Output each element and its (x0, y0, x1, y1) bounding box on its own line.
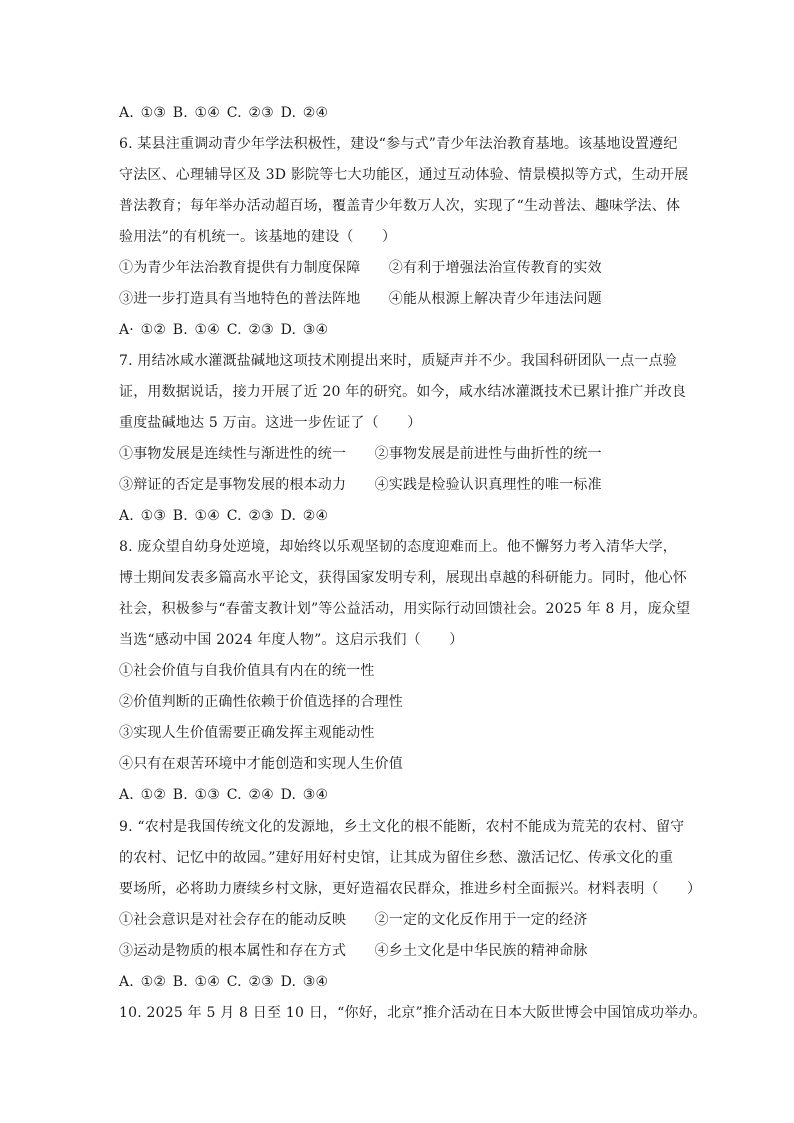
q6-statements-3-4: ③进一步打造具有当地特色的普法阵地 ④能从根源上解决青少年违法问题 (119, 291, 602, 307)
q6-stem-line-4: 验用法”的有机统一。该基地的建设（ ） (119, 229, 397, 245)
q8-statement-1: ①社会价值与自我价值具有内在的统一性 (119, 663, 375, 679)
q9-stem-line-1: 9. “农村是我国传统文化的发源地，乡土文化的根不能断，农村不能成为荒芜的农村、留守 (119, 819, 685, 835)
q9-statements-1-2: ①社会意识是对社会存在的能动反映 ②一定的文化反作用于一定的经济 (119, 912, 588, 928)
q8-answer-options: A. ①② B. ①③ C. ②④ D. ③④ (119, 787, 329, 803)
q7-answer-options: A. ①③ B. ①④ C. ②③ D. ②④ (119, 508, 329, 524)
q9-statements-3-4: ③运动是物质的根本属性和存在方式 ④乡土文化是中华民族的精神命脉 (119, 943, 588, 959)
q9-stem-line-2: 的农村、记忆中的故园。”建好用好村史馆，让其成为留住乡愁、激活记忆、传承文化的重 (119, 850, 674, 866)
q8-stem-line-1: 8. 庞众望自幼身处逆境，却始终以乐观坚韧的态度迎难而上。他不懈努力考入清华大学， (119, 539, 678, 555)
q7-stem-line-2: 证，用数据说话，接力开展了近 20 年的研究。如今，咸水结冰灌溉技术已累计推广并改良 (119, 384, 687, 400)
q8-statement-3: ③实现人生价值需要正确发挥主观能动性 (119, 725, 375, 741)
q6-stem-line-2: 守法区、心理辅导区及 3D 影院等七大功能区，通过互动体验、情景模拟等方式，生动开展 (119, 167, 689, 183)
q8-stem-line-4: 当选“感动中国 2024 年度人物”。这启示我们（ ） (119, 632, 464, 648)
q6-stem-line-3: 普法教育；每年举办活动超百场，覆盖青少年数万人次，实现了“生动普法、趣味学法、体 (119, 198, 681, 214)
q8-stem-line-2: 博士期间发表多篇高水平论文，获得国家发明专利，展现出卓越的科研能力。同时，他心怀 (119, 570, 687, 586)
q5-answer-options: A. ①③ B. ①④ C. ②③ D. ②④ (119, 105, 329, 121)
q6-statements-1-2: ①为青少年法治教育提供有力制度保障 ②有利于增强法治宣传教育的实效 (119, 260, 602, 276)
q7-stem-line-1: 7. 用结冰咸水灌溉盐碱地这项技术刚提出来时，质疑声并不少。我国科研团队一点一点验 (119, 353, 678, 369)
q8-stem-line-3: 社会，积极参与“春蕾支教计划”等公益活动，用实际行动回馈社会。2025 年 8 月，庞众望 (119, 601, 691, 617)
q9-answer-options: A. ①② B. ①④ C. ②③ D. ③④ (119, 974, 329, 990)
q8-statement-4: ④只有在艰苦环境中才能创造和实现人生价值 (119, 756, 403, 772)
q10-stem-line-1: 10. 2025 年 5 月 8 日至 10 日，“你好，北京”推介活动在日本大阪世博会中国馆成功举办。 (119, 1005, 707, 1021)
q7-stem-line-3: 重度盐碱地达 5 万亩。这进一步佐证了（ ） (119, 415, 422, 431)
q6-answer-options: A· ①② B. ①④ C. ②③ D. ③④ (119, 322, 329, 338)
q8-statement-2: ②价值判断的正确性依赖于价值选择的合理性 (119, 694, 403, 710)
q9-stem-line-3: 要场所，必将助力赓续乡村文脉，更好造福农民群众，推进乡村全面振兴。材料表明（ ） (119, 881, 702, 897)
q7-statements-1-2: ①事物发展是连续性与渐进性的统一 ②事物发展是前进性与曲折性的统一 (119, 446, 602, 462)
q6-stem-line-1: 6. 某县注重调动青少年学法积极性，建设“参与式”青少年法治教育基地。该基地设置遵纪 (119, 136, 678, 152)
q7-statements-3-4: ③辩证的否定是事物发展的根本动力 ④实践是检验认识真理性的唯一标准 (119, 477, 602, 493)
